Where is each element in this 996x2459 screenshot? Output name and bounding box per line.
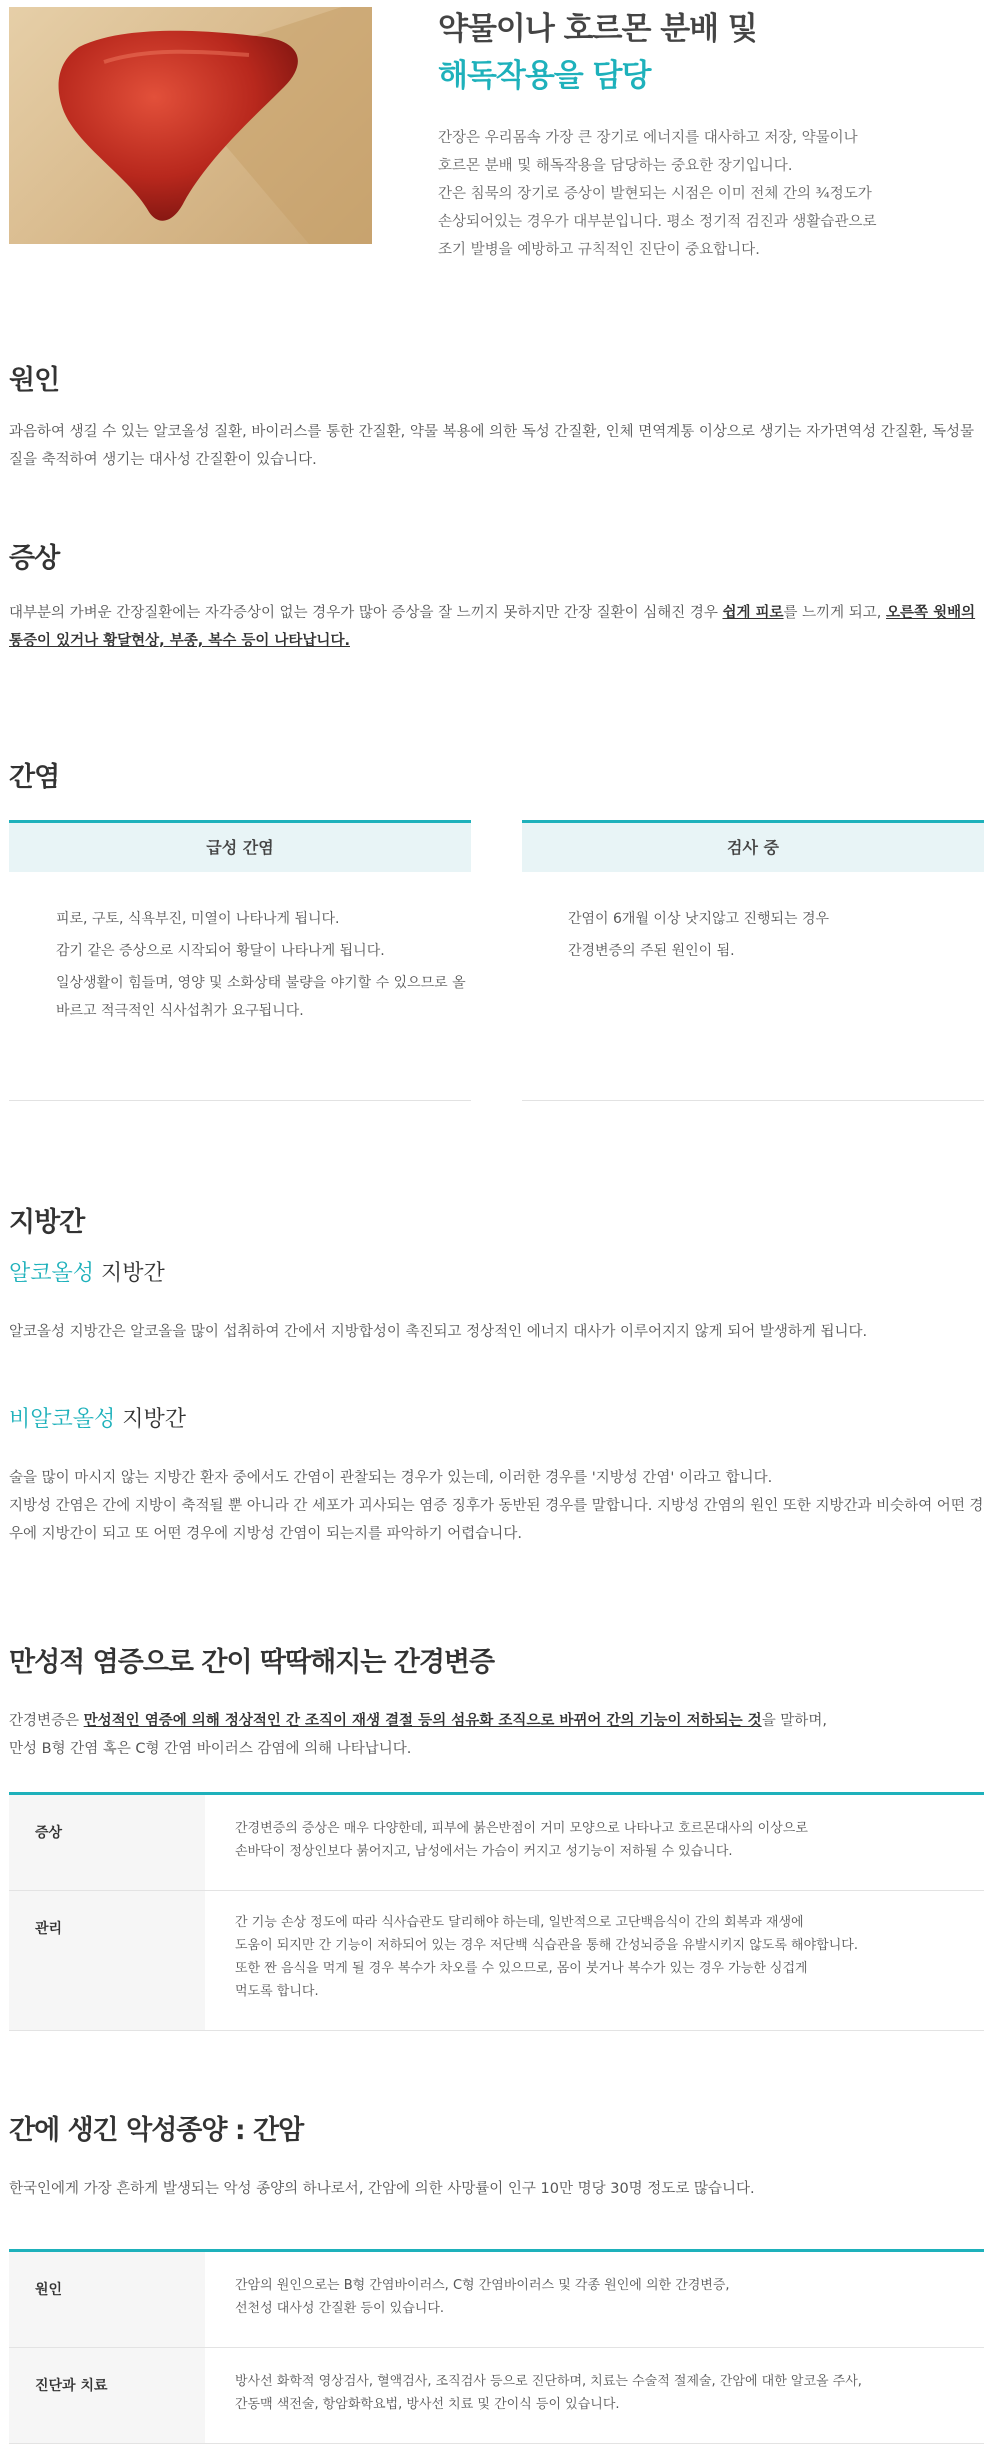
list-item: 피로, 구토, 식욕부진, 미열이 나타나게 됩니다. [56, 911, 340, 927]
cirrhosis-text-b: 을 말하며, [761, 1713, 827, 1729]
table-row-value [205, 1891, 984, 2030]
divider [9, 1100, 471, 1101]
cirrhosis-text [9, 1707, 984, 1763]
cirrhosis-heading: 만성적 염증으로 간이 딱딱해지는 간경변증 [9, 1647, 495, 1678]
table-line: 손바닥이 정상인보다 붉어지고, 남성에서는 가슴이 커지고 성기능이 저하될 수 있습니다. [235, 1844, 733, 1859]
nonalcoholic-text-2: 지방성 간염은 간에 지방이 축적될 뿐 아니라 간 세포가 괴사되는 염증 징후가 동반된 경우를 말합니다. 지방성 간염의 원인 또한 지방간과 비슷하여 어떤 경우에 지방간이 되고 또 어떤 경우에 지방성 간염이 되는지를 파악하기 어렵습니다. [9, 1498, 984, 1542]
liver-cancer-heading: 간에 생긴 악성종양 : 간암 [9, 2115, 304, 2146]
liver-cancer-text: 한국인에게 가장 흔하게 발생되는 악성 종양의 하나로서, 간암에 의한 사망률이 인구 10만 명당 30명 정도로 많습니다. [9, 2181, 755, 2197]
cirrhosis-emphasis: 만성적인 염증에 의해 정상적인 간 조직이 재생 결절 등의 섬유화 조직으로 바뀌어 간의 기능이 저하되는 것 [83, 1713, 762, 1729]
table-line: 먹도록 합니다. [235, 1984, 319, 1999]
liver-icon [9, 7, 372, 244]
hero-title [438, 6, 757, 100]
hero-desc-line: 호르몬 분배 및 해독작용을 담당하는 중요한 장기입니다. [438, 158, 793, 174]
symptom-text-a: 대부분의 가벼운 간장질환에는 자각증상이 없는 경우가 많아 증상을 잘 느끼지 못하지만 간장 질환이 심해진 경우 [9, 605, 723, 621]
symptom-emphasis-pain: 오른쪽 윗배의 통증이 있거나 황달현상, 부종, 복수 등이 나타납니다. [9, 605, 976, 649]
table-line: 간암의 원인으로는 B형 간염바이러스, C형 간염바이러스 및 각종 원인에 의한 간경변증, [235, 2278, 730, 2293]
table-row [9, 2348, 984, 2444]
table-row-label: 진단과 치료 [9, 2348, 205, 2443]
table-row-value [205, 1795, 984, 1890]
table-line: 도움이 되지만 간 기능이 저하되어 있는 경우 저단백 식습관을 통해 간성뇌증을 유발시키지 않도록 해야합니다. [235, 1938, 858, 1953]
alcoholic-fatty-liver-heading [9, 1256, 165, 1287]
table-line: 간 기능 손상 정도에 따라 식사습관도 달리해야 하는데, 일반적으로 고단백음식이 간의 회복과 재생에 [235, 1915, 804, 1930]
hero-desc-line: 손상되어있는 경우가 대부분입니다. 평소 정기적 검진과 생활습관으로 [438, 214, 877, 230]
cirrhosis-text-c: 만성 B형 간염 혹은 C형 간염 바이러스 감염에 의해 나타납니다. [9, 1741, 412, 1757]
table-line: 간동맥 색전술, 항암화학요법, 방사선 치료 및 간이식 등이 있습니다. [235, 2397, 620, 2412]
hepatitis-heading: 간염 [9, 762, 60, 793]
symptom-heading: 증상 [9, 543, 60, 574]
symptom-emphasis-fatigue: 쉽게 피로 [722, 605, 784, 621]
acute-hepatitis-list [56, 905, 466, 1029]
liver-illustration [9, 7, 372, 244]
cause-text: 과음하여 생길 수 있는 알코올성 질환, 바이러스를 통한 간질환, 약물 복용에 의한 독성 간질환, 인체 면역계통 이상으로 생기는 자가면역성 간질환, 독성물질을 축적하여 생기는 대사성 간질환이 있습니다. [9, 424, 975, 468]
table-row-label: 관리 [9, 1891, 205, 2030]
divider [522, 1100, 984, 1101]
fatty-liver-heading: 지방간 [9, 1207, 85, 1238]
table-row [9, 1795, 984, 1891]
chronic-hepatitis-header: 검사 중 [522, 820, 984, 872]
cirrhosis-text-a: 간경변증은 [9, 1713, 84, 1729]
alcoholic-fatty-liver-text: 알코올성 지방간은 알코올을 많이 섭취하여 간에서 지방합성이 촉진되고 정상적인 에너지 대사가 이루어지지 않게 되어 발생하게 됩니다. [9, 1324, 868, 1340]
nonalcoholic-fatty-liver-text [9, 1464, 984, 1548]
table-line: 간경변증의 증상은 매우 다양한데, 피부에 붉은반점이 거미 모양으로 나타나고 호르몬대사의 이상으로 [235, 1821, 808, 1836]
table-row [9, 2252, 984, 2348]
hero-description [438, 124, 958, 264]
table-row-label: 원인 [9, 2252, 205, 2347]
acute-hepatitis-header: 급성 간염 [9, 820, 471, 872]
cause-heading: 원인 [9, 365, 60, 396]
hero-title-line2: 해독작용을 담당 [438, 58, 651, 94]
nonalcoholic-prefix: 비알코올성 [9, 1407, 116, 1432]
hero-desc-line: 간은 침묵의 장기로 증상이 발현되는 시점은 이미 전체 간의 ¾정도가 [438, 186, 872, 202]
table-row-label: 증상 [9, 1795, 205, 1890]
alcoholic-prefix: 알코올성 [9, 1261, 95, 1286]
nonalcoholic-fatty-liver-heading [9, 1402, 186, 1433]
symptom-text-b: 를 느끼게 되고, [783, 605, 887, 621]
alcoholic-suffix: 지방간 [94, 1261, 165, 1286]
list-item: 간염이 6개월 이상 낫지않고 진행되는 경우 [568, 911, 830, 927]
liver-cancer-table [9, 2249, 984, 2444]
list-item: 감기 같은 증상으로 시작되어 황달이 나타나게 됩니다. [56, 943, 385, 959]
nonalcoholic-suffix: 지방간 [115, 1407, 187, 1432]
symptom-text [9, 599, 984, 655]
table-line: 방사선 화학적 영상검사, 혈액검사, 조직검사 등으로 진단하며, 치료는 수술적 절제술, 간암에 대한 알코올 주사, [235, 2374, 862, 2389]
table-row-value [205, 2348, 984, 2443]
cirrhosis-table [9, 1792, 984, 2031]
hero-title-line1: 약물이나 호르몬 분배 및 [438, 11, 757, 47]
table-line: 선천성 대사성 간질환 등이 있습니다. [235, 2301, 445, 2316]
hero-desc-line: 조기 발병을 예방하고 규칙적인 진단이 중요합니다. [438, 242, 760, 258]
table-row-value [205, 2252, 984, 2347]
list-item: 일상생활이 힘들며, 영양 및 소화상태 불량을 야기할 수 있으므로 올바르고 적극적인 식사섭취가 요구됩니다. [56, 975, 466, 1019]
hero-desc-line: 간장은 우리몸속 가장 큰 장기로 에너지를 대사하고 저장, 약물이나 [438, 130, 858, 146]
nonalcoholic-text-1: 술을 많이 마시지 않는 지방간 환자 중에서도 간염이 관찰되는 경우가 있는데, 이러한 경우를 '지방성 간염' 이라고 합니다. [9, 1470, 773, 1486]
table-line: 또한 짠 음식을 먹게 될 경우 복수가 차오를 수 있으므로, 몸이 붓거나 복수가 있는 경우 가능한 싱겁게 [235, 1961, 808, 1976]
chronic-hepatitis-list [568, 905, 968, 969]
table-row [9, 1891, 984, 2031]
list-item: 간경변증의 주된 원인이 됨. [568, 943, 735, 959]
